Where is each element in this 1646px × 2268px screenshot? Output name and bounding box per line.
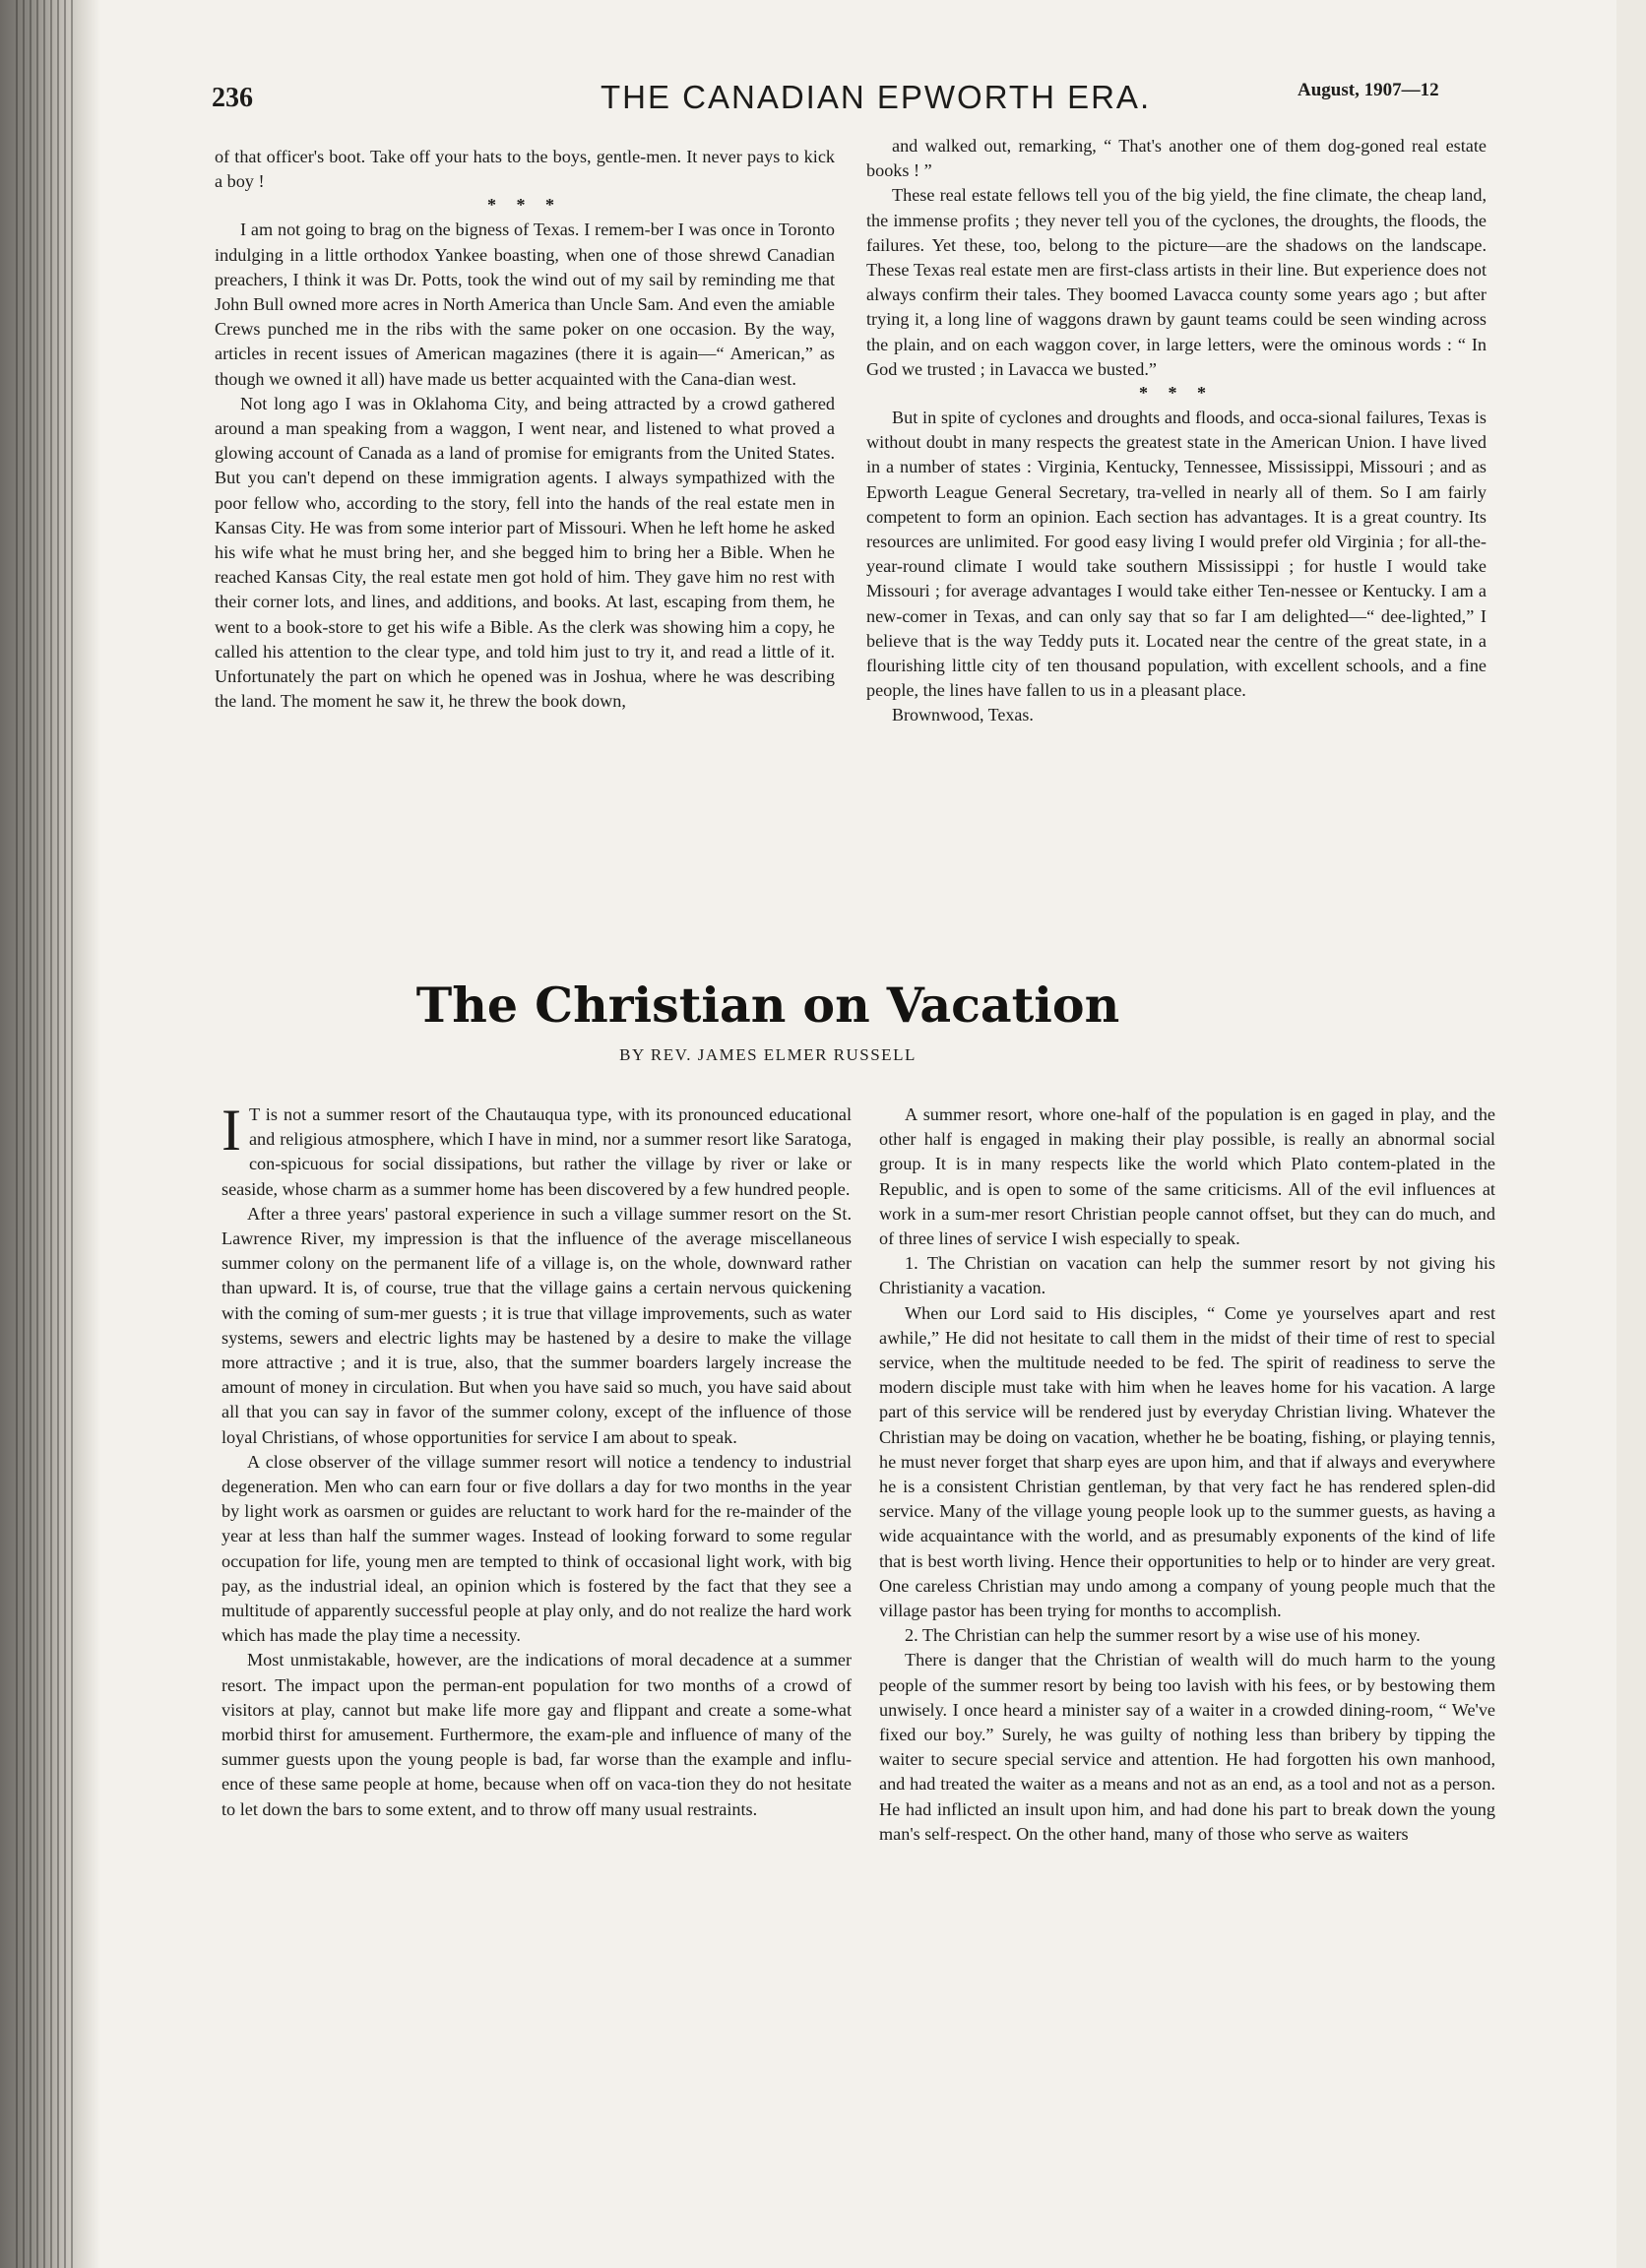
issue-date: August, 1907—12 <box>1298 80 1439 100</box>
paragraph: Not long ago I was in Oklahoma City, and being attracted by a crowd gathered around a man speaking from a waggon, I went near, and listened to what proved a glowing account of Canada as a land of promise for emigrants from the United States. But you can't depend on these immigration agents. I always sympathized with the poor fellow who, according to the story, fell into the hands of the real estate men in Kansas City. He was from some interior part of Missouri. When he left home he asked his wife what he must bring her, and she begged him to bring her a Bible. When he reached Kansas City, the real estate men got hold of him. They gave him no rest with their corner lots, and lines, and additions, and books. At last, escaping from them, he went to a book-store to get his wife a Bible. As the clerk was showing him a copy, he called his attention to the clear type, and told him just to try it, and read a little of it. Unfortunately the part on which he opened was in Joshua, where he was describing the land. The moment he saw it, he threw the book down, <box>215 393 835 712</box>
drop-cap: I <box>222 1098 241 1163</box>
section-break: * * * <box>1139 383 1214 404</box>
author-location: Brownwood, Texas. <box>892 705 1034 725</box>
paragraph: After a three years' pastoral experience in such a village summer resort on the St. Lawrence River, my impression is that the influence of the average miscellaneous summer colony on the permanent life of a village is, on the whole, downward rather than upward. It is, of course, true that the village gains a certain nervous quickening with the coming of sum-mer guests ; it is true that village improvements, such as water systems, sewers and electric lights may be hastened by a desire to make the village more attractive ; and it is true, also, that the summer boarders largely increase the amount of money in circulation. But when you have said so much, you have said about all that you can say in favor of the summer colony, except of the influence of those loyal Christians, of whose opportunities for service I am about to speak. <box>222 1203 852 1447</box>
paragraph: But in spite of cyclones and droughts and floods, and occa-sional failures, Texas is without doubt in many respects the greatest state in the American Union. I have lived in a number of states : Virginia, Kentucky, Tennessee, Mississippi, Missouri ; and as Epworth League General Secretary, tra-velled in nearly all of them. So I am fairly competent to form an opinion. Each section has advantages. It is a great country. Its resources are unlimited. For good easy living I would prefer old Virginia ; for all-the-year-round climate I would take southern Mississippi ; for hustle I would take Missouri ; for average advantages I would take either Ten-nessee or Kentucky. I am a new-comer in Texas, and can only say that so far I am delighted—“ dee-lighted,” I believe that is the way Teddy puts it. Located near the centre of the great state, in a flourishing little city of ten thousand population, with excellent schools, and a fine people, the lines have fallen to us in a pleasant place. <box>866 408 1487 701</box>
paragraph: and walked out, remarking, “ That's another one of them dog-goned real estate books ! ” <box>866 136 1487 181</box>
publication-title: THE CANADIAN EPWORTH ERA. <box>601 79 1152 115</box>
article-byline: BY REV. JAMES ELMER RUSSELL <box>619 1045 917 1064</box>
page-number: 236 <box>212 83 253 113</box>
paragraph: 2. The Christian can help the summer resort by a wise use of his money. <box>905 1625 1421 1646</box>
paragraph: A close observer of the village summer resort will notice a tendency to industrial degeneration. Men who can earn four or five dollars a day for two months in the year by light work as oarsmen or guides are reluctant to work hard for the re-mainder of the year at less than half the summer wages. Instead of looking forward to some regular occupation for life, young men are tempted to think of occasional light work, with big pay, as the industrial ideal, an opinion which is fostered by the fact that they see a multitude of apparently successful people at play only, and do not realize the hard work which has made the play time a necessity. <box>222 1451 852 1646</box>
paragraph: I am not going to brag on the bigness of Texas. I remem-ber I was once in Toronto indulging in a little orthodox Yankee boasting, when one of those shrewd Canadian preachers, I think it was Dr. Potts, took the wind out of my sail by reminding me that John Bull owned more acres in North America than Uncle Sam. And even the amiable Crews punched me in the ribs with the same poker on one occasion. By the way, articles in recent issues of American magazines (there it is again—“ American,” as though we owned it all) have made us better acquainted with the Cana-dian west. <box>215 220 835 389</box>
article-left-column <box>222 1098 852 1822</box>
page-edges <box>16 0 75 2268</box>
paragraph: When our Lord said to His disciples, “ Come ye yourselves apart and rest awhile,” He did not hesitate to call them in the midst of their time of rest to special service, when the multitude needed to be fed. The spirit of readiness to serve the modern disciple must take with him when he leaves home for his vacation. A large part of this service will be rendered just by everyday Christian living. Whatever the Christian may be doing on vacation, whether he be boating, fishing, or playing tennis, he must never forget that sharp eyes are upon him, and that if always and everywhere he is a consistent Christian gentleman, by that very fact he has rendered splen-did service. Many of the village young people look up to the summer guests, as having a wide acquaintance with the world, and as presumably exponents of the kind of life that is best worth living. Hence their opportunities to help or to hinder are very great. One careless Christian may undo among a company of young people much that the village pastor has been trying for months to accomplish. <box>879 1302 1495 1621</box>
top-right-column <box>866 134 1487 728</box>
paragraph: These real estate fellows tell you of the big yield, the fine climate, the cheap land, the immense profits ; they never tell you of the cyclones, the droughts, the floods, the failures. Yet these, too, belong to the picture—are the shadows on the landscape. These Texas real estate men are first-class artists in their line. But experience does not always confirm their tales. They boomed Lavacca county some years ago ; but after trying it, a long line of waggons drawn by gaunt teams could be seen winding across the plain, and on each waggon cover, in large letters, were the ominous words : “ In God we trusted ; in Lavacca we busted.” <box>866 185 1487 379</box>
article-title: The Christian on Vacation <box>415 976 1120 1034</box>
paragraph: of that officer's boot. Take off your hats to the boys, gentle-men. It never pays to kick a boy ! <box>215 147 835 192</box>
paragraph: Most unmistakable, however, are the indications of moral decadence at a summer resort. The impact upon the perman-ent population for two months of a crowd of visitors at play, cannot but make life more gay and flippant and create a some-what morbid thirst for amusement. Furthermore, the exam-ple and influence of many of the summer guests upon the young people is bad, far worse than the example and influ-ence of these same people at home, because when off on vaca-tion they do not hesitate to let down the bars to some extent, and to throw off many usual restraints. <box>222 1650 852 1819</box>
paragraph: 1. The Christian on vacation can help the summer resort by not giving his Christianity a vacation. <box>879 1253 1495 1298</box>
article-right-column <box>879 1102 1495 1847</box>
section-break: * * * <box>487 195 562 216</box>
opening-text: T is not a summer resort of the Chautauqua type, with its pronounced educational and religious atmosphere, which I have in mind, nor a summer resort like Saratoga, con-spicuous for social dissipations, but rather the village by river or lake or seaside, whose charm as a summer home has been discovered by a few hundred people. <box>222 1104 852 1199</box>
opening-paragraph <box>222 1098 852 1202</box>
facing-page-edge <box>1616 0 1646 2268</box>
paragraph: There is danger that the Christian of wealth will do much harm to the young people of the summer resort by being too lavish with his fees, or by bestowing them unwisely. I once heard a minister say of a waiter in a crowded dining-room, “ We've fixed our boy.” Surely, he was guilty of nothing less than bribery by tipping the waiter to secure special service and attention. He had forgotten his own manhood, and had treated the waiter as a means and not as an end, as a tool and not as a person. He had inflicted an insult upon him, and had done his part to break down the young man's self-respect. On the other hand, many of those who serve as waiters <box>879 1650 1495 1844</box>
top-left-column <box>215 145 835 714</box>
paragraph: A summer resort, whore one-half of the population is en gaged in play, and the other half is engaged in making their play possible, is really an abnormal social group. It is in many respects like the world which Plato contem-plated in the Republic, and is open to some of the same criticisms. All of the evil influences at work in a sum-mer resort Christian people cannot offset, but they can do much, and of three lines of service I wish especially to speak. <box>879 1104 1495 1249</box>
